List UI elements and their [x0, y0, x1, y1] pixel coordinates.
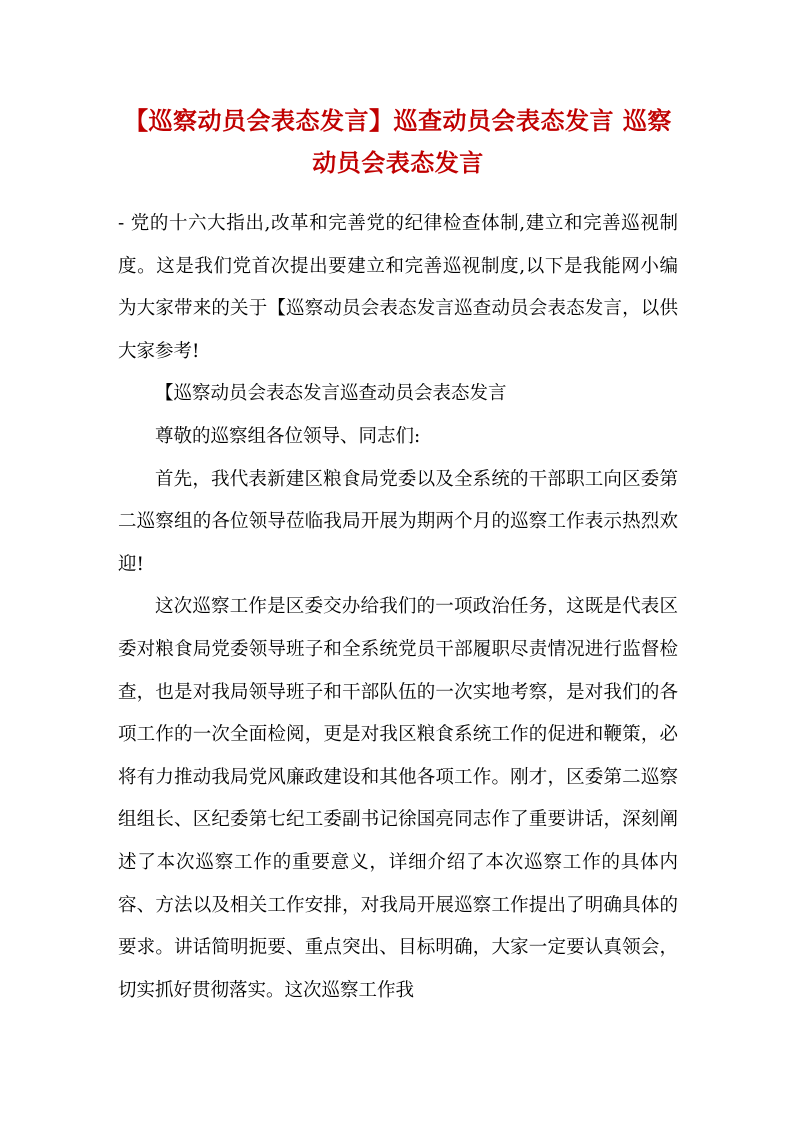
- paragraph-salutation: 尊敬的巡察组各位领导、同志们:: [155, 425, 421, 447]
- document-body: [118, 203, 678, 1012]
- document-title: 【巡察动员会表态发言】巡查动员会表态发言 巡察动员会表态发言: [124, 106, 672, 177]
- paragraph-welcome: 首先，我代表新建区粮食局党委以及全系统的干部职工向区委第二巡察组的各位领导莅临我局开展为期两个月的巡察工作表示热烈欢迎!: [118, 468, 678, 575]
- paragraph-main: 这次巡察工作是区委交办给我们的一项政治任务，这既是代表区委对粮食局党委领导班子和全系统党员干部履职尽责情况进行监督检查，也是对我局领导班子和干部队伍的一次实地考察，是对我们的各项工作的一次全面检阅，更是对我区粮食系统工作的促进和鞭策，必将有力推动我局党风廉政建设和其他各项工作。刚才，区委第二巡察组组长、区纪委第七纪工委副书记徐国亮同志作了重要讲话，深刻阐述了本次巡察工作的重要意义，详细介绍了本次巡察工作的具体内容、方法以及相关工作安排，对我局开展巡察工作提出了明确具体的要求。讲话简明扼要、重点突出、目标明确，大家一定要认真领会，切实抓好贯彻落实。这次巡察工作我: [118, 596, 678, 1001]
- paragraph-subtitle: 【巡察动员会表态发言巡查动员会表态发言: [155, 383, 507, 405]
- paragraph-intro: - 党的十六大指出,改革和完善党的纪律检查体制,建立和完善巡视制度。这是我们党首次提出要建立和完善巡视制度,以下是我能网小编为大家带来的关于【巡察动员会表态发言巡查动员会表态发言，以供大家参考!: [118, 213, 678, 362]
